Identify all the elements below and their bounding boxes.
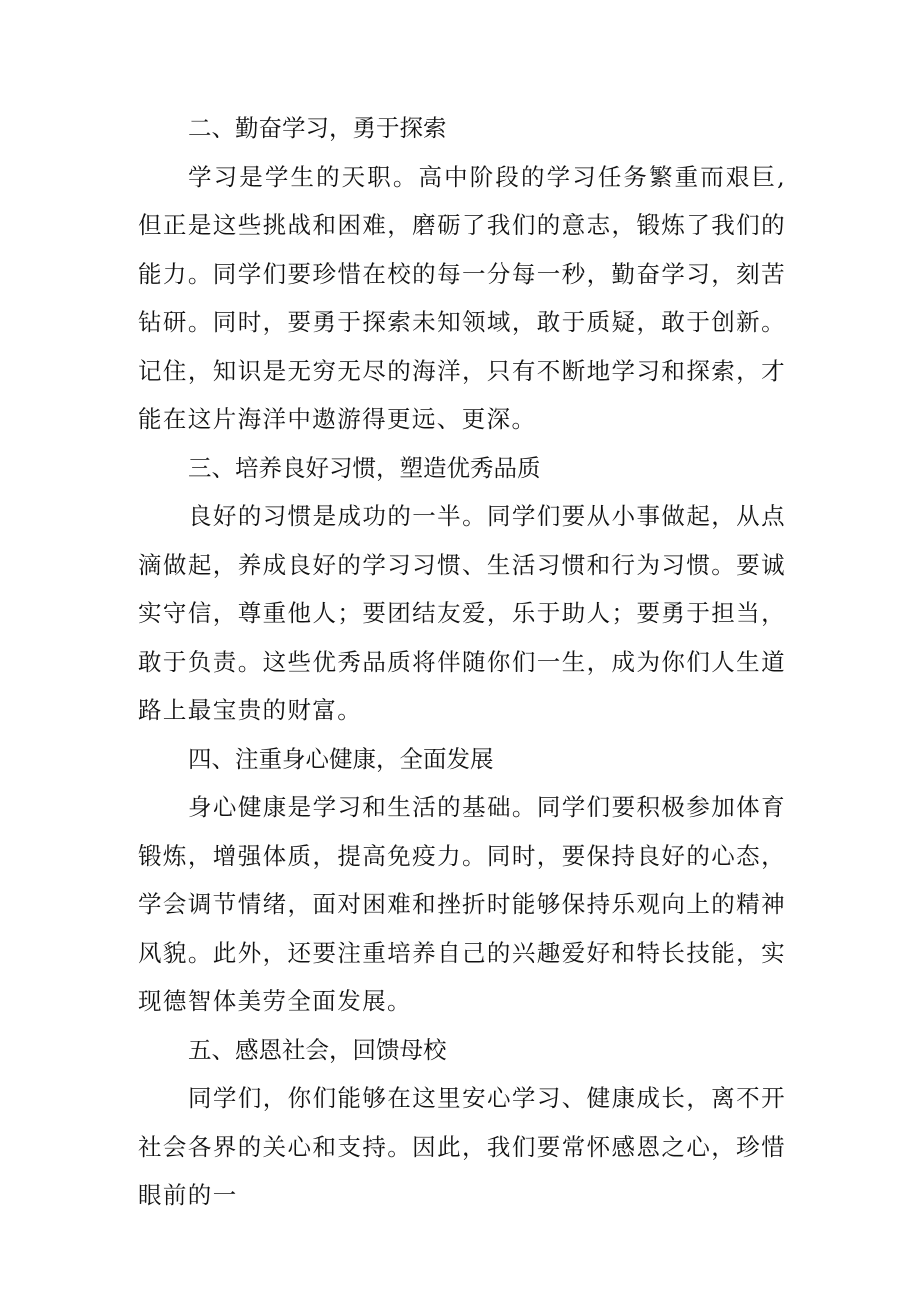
section-paragraph: 良好的习惯是成功的一半。同学们要从小事做起，从点滴做起，养成良好的学习习惯、生活习惯和行为习惯。要诚实守信，尊重他人；要团结友爱，乐于助人；要勇于担当，敢于负责。这些优秀品质将伴随你们一生，成为你们人生道路上最宝贵的财富。 — [138, 502, 786, 724]
section-heading: 四、注重身心健康，全面发展 — [188, 744, 494, 773]
section-heading: 三、培养良好习惯，塑造优秀品质 — [188, 453, 541, 482]
document-body — [138, 104, 786, 1220]
section-paragraph: 身心健康是学习和生活的基础。同学们要积极参加体育锻炼，增强体质，提高免疫力。同时，要保持良好的心态，学会调节情绪，面对困难和挫折时能够保持乐观向上的精神风貌。此外，还要注重培养自己的兴趣爱好和特长技能，实现德智体美劳全面发展。 — [138, 793, 786, 1015]
section-paragraph: 学习是学生的天职。高中阶段的学习任务繁重而艰巨,但正是这些挑战和困难，磨砺了我们的意志，锻炼了我们的能力。同学们要珍惜在校的每一分每一秒，勤奋学习，刻苦钻研。同时，要勇于探索未知领域，敢于质疑，敢于创新。记住，知识是无穷无尽的海洋，只有不断地学习和探索，才能在这片海洋中遨游得更远、更深。 — [138, 162, 786, 433]
section-paragraph: 同学们，你们能够在这里安心学习、健康成长，离不开社会各界的关心和支持。因此，我们要常怀感恩之心，珍惜眼前的一 — [138, 1084, 786, 1209]
section-heading: 二、勤奋学习，勇于探索 — [188, 114, 447, 142]
section-heading: 五、感恩社会，回馈母校 — [188, 1035, 447, 1064]
